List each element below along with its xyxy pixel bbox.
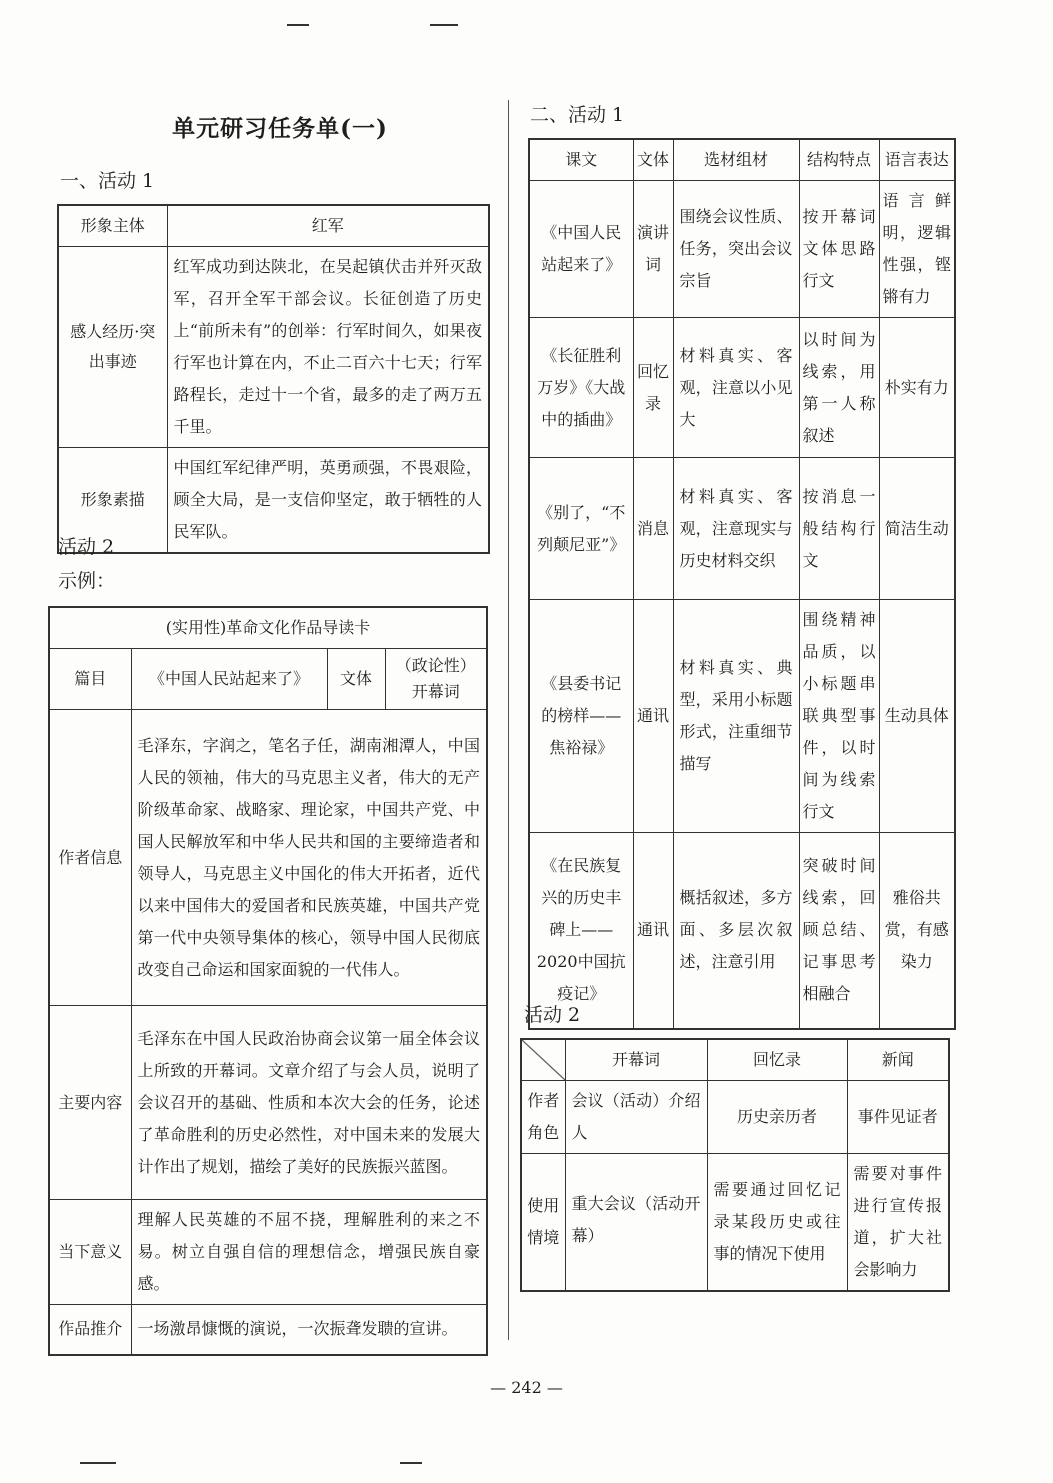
cell-genre: 通讯 [633, 600, 673, 833]
page-number: — 242 — [490, 1378, 563, 1397]
activity1-compare-table [528, 138, 956, 1030]
col-header-structure: 结构特点 [799, 139, 879, 181]
cell-structure: 按消息一般结构行文 [799, 458, 879, 600]
cell-genre: 消息 [633, 458, 673, 600]
col-header-language: 语言表达 [879, 139, 955, 181]
author-text: 毛泽东，字润之，笔名子任，湖南湘潭人，中国人民的领袖，伟大的马克思主义者，伟大的无产阶级革命家、战略家、理论家，中国共产党、中国人民解放军和中华人民共和国的主要缔造者和领导人，马克思主义中国化的伟大开拓者，近代以来中国伟大的爱国者和民族英雄，中国共产党第一代中央领导集体的核心，领导中国人民彻底改变自己命运和国家面貌的一代伟人。 [131, 710, 487, 1006]
cell-usage-news: 需要对事件进行宣传报道，扩大社会影响力 [847, 1154, 949, 1292]
scan-mark [430, 24, 458, 26]
cell-structure: 按开幕词文体思路行文 [799, 181, 879, 318]
meaning-text: 理解人民英雄的不屈不挠，理解胜利的来之不易。树立自强自信的理想信念，增强民族自豪感。 [131, 1200, 487, 1305]
col-header-material: 选材组材 [673, 139, 799, 181]
genre-value-line1: （政论性） [395, 656, 476, 675]
cell-material: 材料真实、客观，注意以小见大 [673, 318, 799, 458]
content-text: 毛泽东在中国人民政治协商会议第一届全体会议上所致的开幕词。文章介绍了与会人员，说明了会议召开的基础、性质和本次大会的任务，论述了革命胜利的历史必然性，对中国未来的发展大计作出了规划，描绘了美好的民族振兴蓝图。 [131, 1006, 487, 1200]
row-label-sketch: 形象素描 [58, 448, 167, 554]
col-header-opening-speech: 开幕词 [565, 1039, 707, 1081]
cell-structure: 围绕精神品质，以小标题串联典型事件，以时间为线索行文 [799, 600, 879, 833]
column-divider [508, 100, 509, 1340]
table-row [529, 600, 955, 833]
cell-language: 语言鲜明，逻辑性强，铿锵有力 [879, 181, 955, 318]
header-subject: 形象主体 [58, 205, 167, 247]
row-label-author-role: 作者角色 [521, 1081, 565, 1154]
genre-label: 文体 [327, 649, 385, 710]
cell-material: 围绕会议性质、任务，突出会议宗旨 [673, 181, 799, 318]
piece-label: 篇目 [49, 649, 131, 710]
table-row [529, 318, 955, 458]
activity2-heading-right: 活动 2 [524, 1004, 581, 1026]
cell-text: 《别了，“不列颠尼亚”》 [529, 458, 633, 600]
cell-usage-opening: 重大会议（活动开幕） [565, 1154, 707, 1292]
cell-text: 《长征胜利万岁》《大战中的插曲》 [529, 318, 633, 458]
row-text-sketch: 中国红军纪律严明，英勇顽强，不畏艰险，顾全大局，是一支信仰坚定，敢于牺牲的人民军队。 [167, 448, 489, 554]
scan-mark [80, 1462, 116, 1464]
table-row [529, 833, 955, 1029]
page-title: 单元研习任务单(一) [172, 115, 388, 142]
section2-heading: 二、活动 1 [530, 104, 625, 126]
scan-mark [287, 24, 309, 26]
cell-structure: 以时间为线索，用第一人称叙述 [799, 318, 879, 458]
cell-text: 《县委书记的榜样——焦裕禄》 [529, 600, 633, 833]
cell-genre: 演讲词 [633, 181, 673, 318]
col-header-news: 新闻 [847, 1039, 949, 1081]
genre-value-line2: 开幕词 [411, 682, 460, 701]
piece-value: 《中国人民站起来了》 [131, 649, 327, 710]
row-text-deeds: 红军成功到达陕北，在吴起镇伏击并歼灭敌军，召开全军干部会议。长征创造了历史上“前所未有”的创举：行军时间久，如果夜行军也计算在内，不止二百六十七天；行军路程长，走过十一个省，最多的走了两万五千里。 [167, 247, 489, 448]
row-label-deeds: 感人经历·突出事迹 [58, 247, 167, 448]
cell-material: 概括叙述，多方面、多层次叙述，注意引用 [673, 833, 799, 1029]
row-label-usage-context: 使用情境 [521, 1154, 565, 1292]
example-label: 示例： [58, 570, 116, 592]
card-caption: (实用性)革命文化作品导读卡 [49, 607, 487, 649]
section1-heading: 一、活动 1 [60, 170, 155, 192]
recommend-text: 一场激昂慷慨的演说，一次振聋发聩的宣讲。 [131, 1305, 487, 1355]
table-row [529, 458, 955, 600]
col-header-genre: 文体 [633, 139, 673, 181]
col-header-text: 课文 [529, 139, 633, 181]
author-label: 作者信息 [49, 710, 131, 1006]
col-header-memoir: 回忆录 [707, 1039, 847, 1081]
scan-mark [400, 1462, 422, 1464]
cell-language: 朴实有力 [879, 318, 955, 458]
cell-role-memoir: 历史亲历者 [707, 1081, 847, 1154]
reading-card-table [48, 606, 488, 1356]
cell-genre: 通讯 [633, 833, 673, 1029]
content-label: 主要内容 [49, 1006, 131, 1200]
recommend-label: 作品推介 [49, 1305, 131, 1355]
cell-material: 材料真实、典型，采用小标题形式，注重细节描写 [673, 600, 799, 833]
cell-language: 简洁生动 [879, 458, 955, 600]
meaning-label: 当下意义 [49, 1200, 131, 1305]
cell-language: 雅俗共赏，有感染力 [879, 833, 955, 1029]
activity2-heading: 活动 2 [58, 536, 115, 558]
activity1-table [57, 204, 490, 554]
cell-text: 《中国人民站起来了》 [529, 181, 633, 318]
cell-text: 《在民族复兴的历史丰碑上——2020中国抗疫记》 [529, 833, 633, 1029]
cell-role-news: 事件见证者 [847, 1081, 949, 1154]
genre-usage-table [520, 1038, 950, 1292]
cell-material: 材料真实、客观，注意现实与历史材料交织 [673, 458, 799, 600]
cell-usage-memoir: 需要通过回忆记录某段历史或往事的情况下使用 [707, 1154, 847, 1292]
cell-structure: 突破时间线索，回顾总结、记事思考相融合 [799, 833, 879, 1029]
cell-role-opening: 会议（活动）介绍人 [565, 1081, 707, 1154]
cell-genre: 回忆录 [633, 318, 673, 458]
table-row [529, 181, 955, 318]
cell-language: 生动具体 [879, 600, 955, 833]
corner-diagonal-cell [521, 1039, 565, 1081]
genre-value [385, 649, 487, 710]
header-red-army: 红军 [167, 205, 489, 247]
